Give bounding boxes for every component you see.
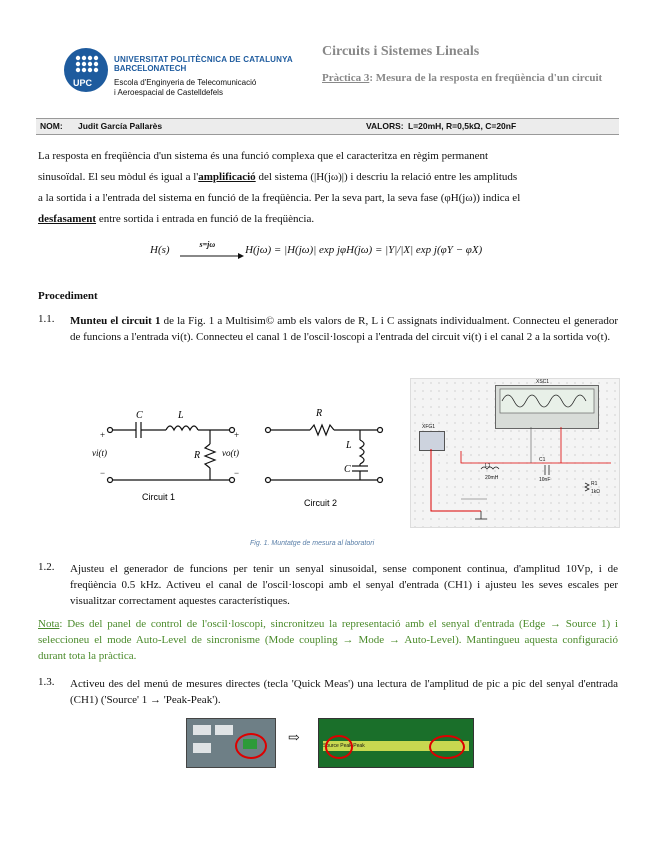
intro-text: entre sortida i entrada en funció de la freqüència.: [96, 213, 315, 225]
intro-line: a la sortida i a l'entrada del sistema en funció de la freqüència. Per la seva part, la seva fase (φH(jω)) indica el: [38, 192, 521, 204]
procedure-heading: Procediment: [38, 290, 98, 302]
procedure-item: [70, 313, 618, 345]
logo-text: UPC: [73, 78, 93, 88]
multisim-screenshot: [410, 378, 620, 528]
quick-meas-button: [243, 739, 257, 749]
values-label: VALORS:: [366, 121, 404, 131]
intro-paragraph: [38, 146, 618, 230]
c2-label-C: C: [344, 464, 351, 475]
arrow-icon: ⇨: [288, 731, 300, 746]
intro-text: del sistema (|H(jω)|) i descriu la relació entre les amplituds: [255, 171, 518, 183]
practice-title: [322, 70, 622, 86]
name-label: NOM:: [40, 121, 63, 131]
l1-label: L1: [485, 463, 491, 469]
xsc-label: XSC1: [536, 379, 550, 385]
note-text: : Des del panel de control de l'oscil·loscopi, sincronitzeu la representació amb el senyal d'entrada (Edge → Source 1) i seleccioneu el mode Auto-Level de sincronisme (Mode coupling → Mode → Auto-Level). Mantingueu aquesta configuració durant tota la pràctica.: [38, 618, 618, 662]
formula-arrow-label: s=jω: [199, 240, 216, 249]
item-number: 1.3.: [38, 676, 55, 688]
info-bar: [36, 118, 619, 135]
circuit-1-schematic: [108, 422, 235, 483]
r1-label: R1: [591, 481, 598, 487]
note-label: Nota: [38, 618, 60, 630]
highlight-circle: [325, 735, 353, 759]
highlight-circle: [429, 735, 465, 759]
formula-arrow-icon: [180, 252, 244, 260]
panel-button: [193, 725, 211, 735]
formula-left: H(s): [150, 244, 170, 256]
circuit1-label: Circuit 1: [142, 492, 176, 502]
panel-button: [215, 725, 233, 735]
item-emphasis: Munteu el circuit 1: [70, 315, 161, 327]
c2-label-L: L: [346, 440, 352, 451]
panel-button: [193, 743, 211, 753]
scope-screen-photo: [318, 718, 474, 768]
intro-text: sinusoïdal. El seu mòdul és igual a l': [38, 171, 199, 183]
intro-line: [38, 167, 618, 188]
scope-panel-photo: [186, 718, 276, 768]
c1-plus-in: +: [100, 430, 106, 440]
intro-line: [38, 209, 618, 230]
values-value: L=20mH, R=0,5kΩ, C=20nF: [408, 121, 517, 131]
l1-value: 20mH: [485, 475, 499, 481]
amplificacio-term: amplificació: [198, 171, 256, 183]
procedure-item: Ajusteu el generador de funcions per tenir un senyal sinusoidal, sense component continua, d'amplitud 10Vp, i de freqüència 0.5 kHz. Activeu el canal de l'oscil·loscopi amb el senyal d'entrada (CH1) i ajusteu les seves escales per visualitzar correctament aquestes característiques.: [70, 563, 618, 607]
c1-label-vo: vo(t): [222, 448, 239, 458]
school-line1: Escola d'Enginyeria de Telecomunicació: [114, 78, 257, 87]
item-number: 1.1.: [38, 313, 55, 325]
c1-label-R: R: [194, 450, 201, 461]
c1-sim-label: C1: [539, 457, 546, 463]
intro-line: La resposta en freqüència d'un sistema és una funció complexa que el caracteritza en règim permanent: [38, 150, 489, 162]
xfg-label: XFG1: [422, 424, 436, 430]
circuit2-label: Circuit 2: [304, 498, 338, 508]
procedure-item: Activeu des del menú de mesures directes (tecla 'Quick Meas') una lectura de l'amplitud de pic a pic del senyal d'entrada (CH1) ('Source' 1 → 'Peak-Peak').: [70, 678, 618, 706]
c1-minus-in: −: [100, 468, 106, 478]
practice-name: : Mesura de la resposta en freqüència d'un circuit: [369, 72, 603, 84]
c1-label-L: L: [178, 410, 184, 421]
r1-value: 1kΩ: [591, 489, 601, 495]
c2-label-R: R: [316, 408, 323, 419]
circuit-2-schematic: [266, 425, 383, 483]
simulation-wires: [411, 379, 619, 527]
scope-menu-bar: Source Peak-Peak: [323, 741, 469, 751]
formula-right: H(jω) = |H(jω)| exp jφH(jω) = |Y|/|X| exp j(φY − φX): [245, 244, 483, 256]
school-line2: i Aeroespacial de Castelldefels: [114, 88, 223, 97]
c1-plus-out: +: [234, 430, 240, 440]
circuit-diagrams: [90, 400, 410, 510]
c1-minus-out: −: [234, 468, 240, 478]
item-number: 1.2.: [38, 561, 55, 573]
name-value: Judit García Pallarès: [78, 121, 163, 131]
upc-logo: [64, 48, 108, 92]
figure-caption: Fig. 1. Muntatge de mesura al laboratori: [250, 540, 375, 547]
practice-label: Pràctica 3: [322, 72, 370, 84]
university-sub: BARCELONATECH: [114, 64, 187, 73]
item-text: de la Fig. 1 a Multisim© amb els valors de R, L i C assignats individualment. Connecteu el generador de funcions a l'entrada vi(t). Connecteu el canal 1 de l'oscil·loscopi a l'entrada del circuit vi(t) i el canal 2 a la sortida vo(t).: [70, 315, 618, 343]
c1-label-vi: vi(t): [92, 448, 107, 458]
note: [38, 616, 618, 664]
c1-label-C: C: [136, 410, 143, 421]
c1-sim-value: 10nF: [539, 477, 551, 483]
course-title: Circuits i Sistemes Lineals: [322, 44, 480, 59]
university-name: UNIVERSITAT POLITÈCNICA DE CATALUNYA: [114, 55, 293, 64]
desfasament-term: desfasament: [38, 213, 97, 225]
